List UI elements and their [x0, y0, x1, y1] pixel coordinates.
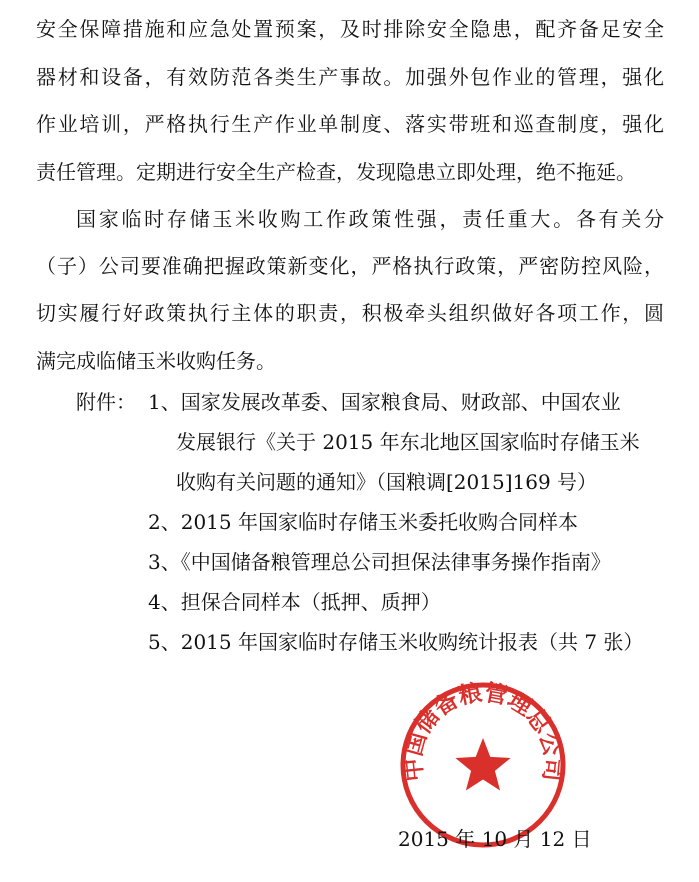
paragraph-2-line-1: 国家临时存储玉米收购工作政策性强，责任重大。各有关分 [76, 207, 664, 231]
paragraph-1-line-1: 安全保障措施和应急处置预案，及时排除安全隐患，配齐备足安全 [36, 17, 664, 41]
paragraph-2-line-3: 切实履行好政策执行主体的职责，积极牵头组织做好各项工作，圆 [36, 301, 664, 325]
attachment-5: 5、2015 年国家临时存储玉米收购统计报表（共 7 张） [148, 630, 644, 654]
seal-text: 中国储备粮管理总公司 [400, 680, 566, 783]
attachments-label: 附件： [76, 390, 136, 414]
paragraph-1-line-4: 责任管理。定期进行安全生产检查，发现隐患立即处理，绝不拖延。 [36, 160, 636, 184]
attachment-4: 4、担保合同样本（抵押、质押） [148, 590, 441, 614]
paragraph-2-line-2: （子）公司要准确把握政策新变化，严格执行政策，严密防控风险， [36, 254, 664, 278]
attachment-1-line-3: 收购有关问题的通知》（国粮调[2015]169 号） [176, 470, 598, 494]
attachment-1-line-1: 1、国家发展改革委、国家粮食局、财政部、中国农业 [148, 390, 621, 414]
paragraph-1-line-3: 作业培训，严格执行生产作业单制度、落实带班和巡查制度，强化 [36, 112, 664, 136]
paragraph-1-line-2: 器材和设备，有效防范各类生产事故。加强外包作业的管理，强化 [36, 65, 664, 89]
attachment-2: 2、2015 年国家临时存储玉米委托收购合同样本 [148, 510, 578, 534]
paragraph-2-line-4: 满完成临储玉米收购任务。 [36, 349, 276, 373]
star-icon [455, 738, 510, 791]
attachment-3: 3、《中国储备粮管理总公司担保法律事务操作指南》 [148, 550, 611, 574]
signature-date: 2015 年 10 月 12 日 [398, 827, 592, 851]
attachment-1-line-2: 发展银行《关于 2015 年东北地区国家临时存储玉米 [176, 430, 640, 454]
